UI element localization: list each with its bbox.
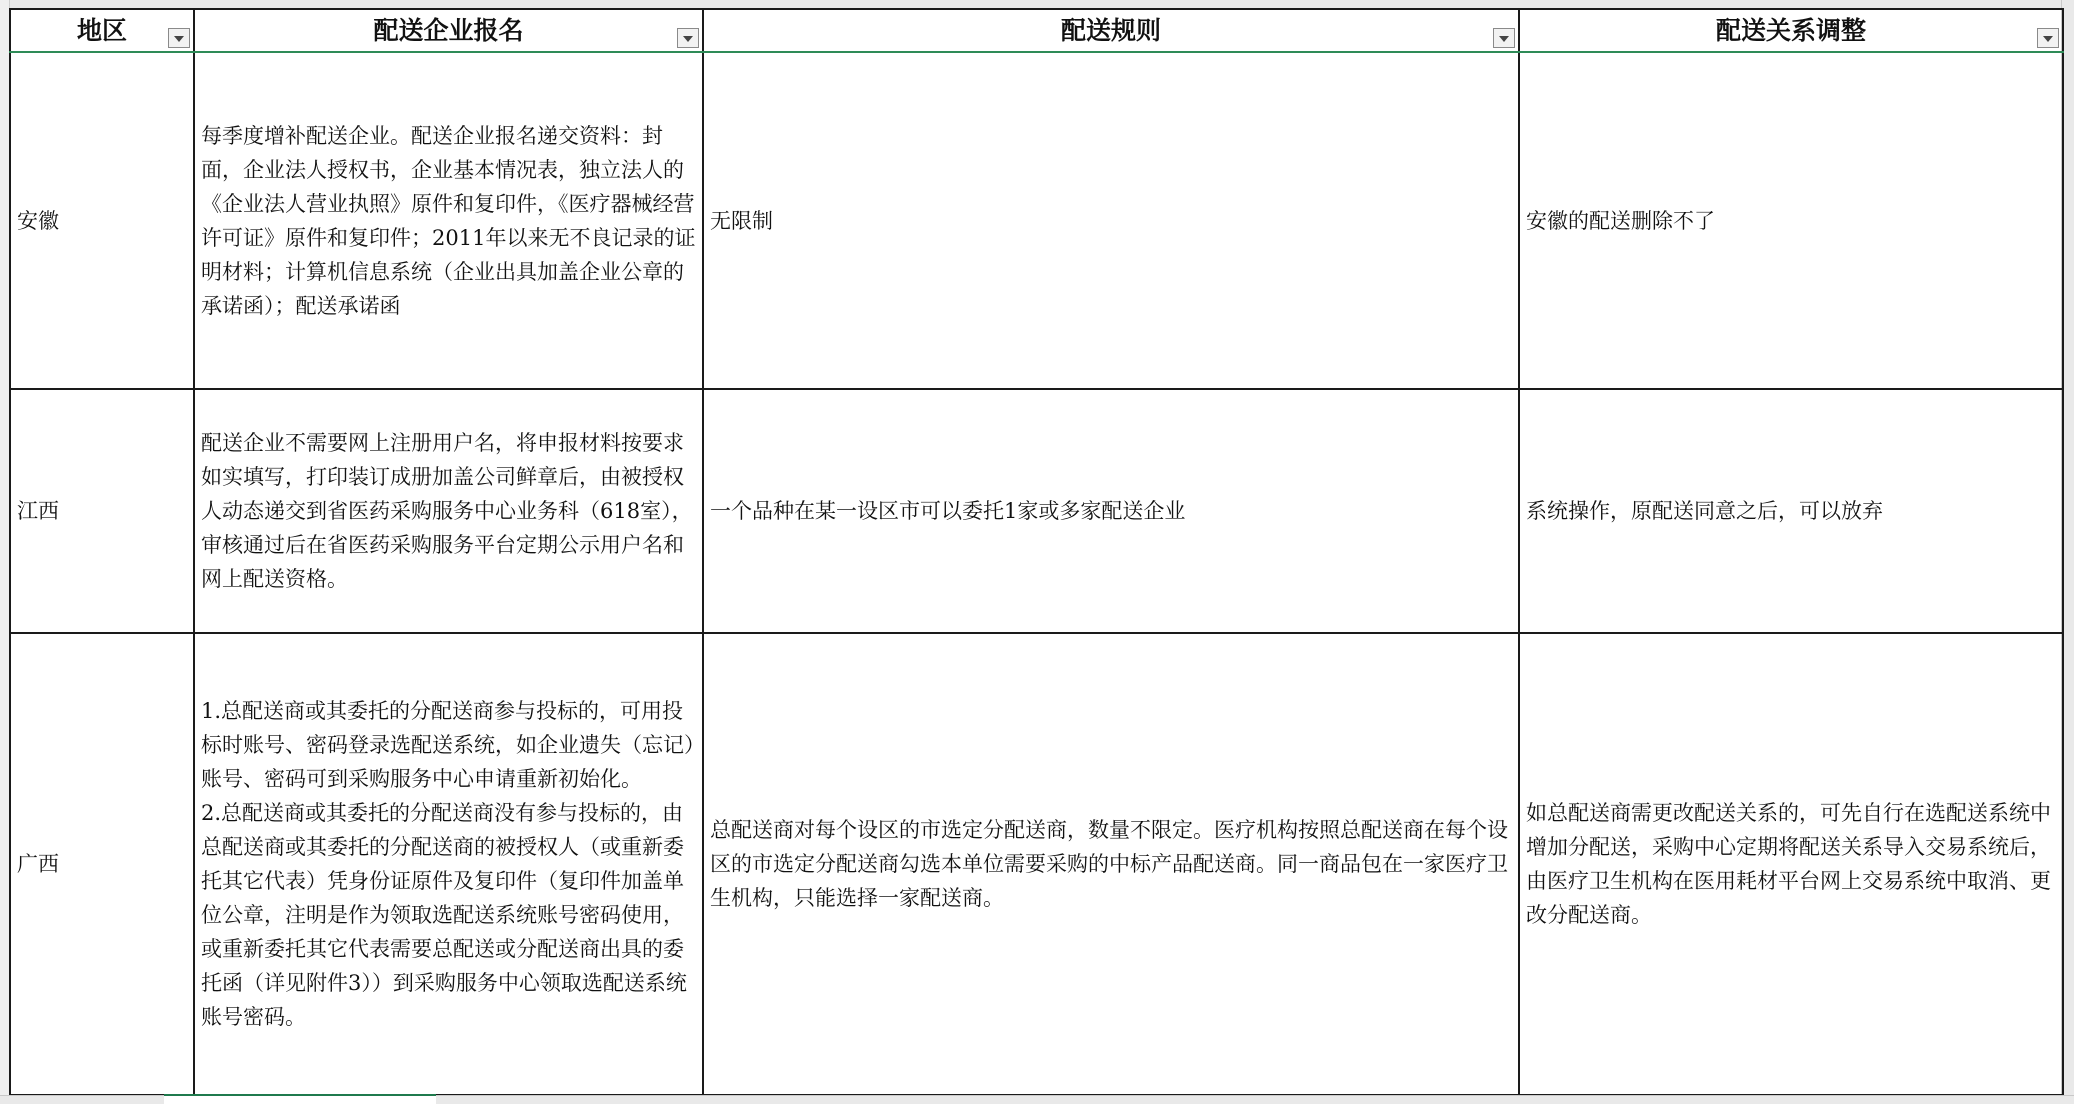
header-cell-rules[interactable] [703,9,1519,52]
header-cell-registration[interactable] [194,9,703,52]
filter-dropdown-icon[interactable] [2037,28,2059,48]
filter-dropdown-icon[interactable] [677,28,699,48]
header-row [10,9,2063,52]
cell-rules[interactable]: 总配送商对每个设区的市选定分配送商，数量不限定。医疗机构按照总配送商在每个设区的市选定分配送商勾选本单位需要采购的中标产品配送商。同一商品包在一家医疗卫生机构，只能选择一家配送商。 [703,633,1519,1095]
header-label-registration: 配送企业报名 [373,15,524,45]
data-table [9,8,2064,1096]
active-sheet-tab[interactable] [164,1094,436,1104]
header-label-adjustment: 配送关系调整 [1715,15,1866,45]
header-cell-region[interactable] [10,9,194,52]
cell-rules[interactable]: 一个品种在某一设区市可以委托1家或多家配送企业 [703,389,1519,633]
cell-registration[interactable]: 配送企业不需要网上注册用户名，将申报材料按要求如实填写，打印装订成册加盖公司鲜章后，由被授权人动态递交到省医药采购服务中心业务科（618室），审核通过后在省医药采购服务平台定期公示用户名和网上配送资格。 [194,389,703,633]
filter-dropdown-icon[interactable] [168,28,190,48]
header-label-region: 地区 [76,15,127,45]
table-row [10,633,2063,1095]
cell-region[interactable]: 广西 [10,633,194,1095]
header-cell-adjustment[interactable] [1519,9,2063,52]
cell-registration[interactable]: 每季度增补配送企业。配送企业报名递交资料：封面，企业法人授权书，企业基本情况表，独立法人的《企业法人营业执照》原件和复印件，《医疗器械经营许可证》原件和复印件；2011年以来无不良记录的证明材料；计算机信息系统（企业出具加盖企业公章的承诺函）；配送承诺函 [194,52,703,389]
cell-adjustment[interactable]: 如总配送商需更改配送关系的，可先自行在选配送系统中增加分配送，采购中心定期将配送关系导入交易系统后，由医疗卫生机构在医用耗材平台网上交易系统中取消、更改分配送商。 [1519,633,2063,1095]
cell-region[interactable]: 安徽 [10,52,194,389]
header-label-rules: 配送规则 [1060,15,1161,45]
cell-adjustment[interactable]: 安徽的配送删除不了 [1519,52,2063,389]
cell-rules[interactable]: 无限制 [703,52,1519,389]
filter-dropdown-icon[interactable] [1493,28,1515,48]
cell-registration[interactable]: 1.总配送商或其委托的分配送商参与投标的，可用投标时账号、密码登录选配送系统，如企业遗失（忘记）账号、密码可到采购服务中心申请重新初始化。 2.总配送商或其委托的分配送商没有参与投标的，由总配送商或其委托的分配送商的被授权人（或重新委托其它代表）凭身份证原件及复印件（复印件加盖单位公章，注明是作为领取选配送系统账号密码使用，或重新委托其它代表需要总配送或分配送商出具的委托函（详见附件3））到采购服务中心领取选配送系统账号密码。 [194,633,703,1095]
table-row [10,52,2063,389]
table-row [10,389,2063,633]
cell-adjustment[interactable]: 系统操作，原配送同意之后，可以放弃 [1519,389,2063,633]
cell-region[interactable]: 江西 [10,389,194,633]
